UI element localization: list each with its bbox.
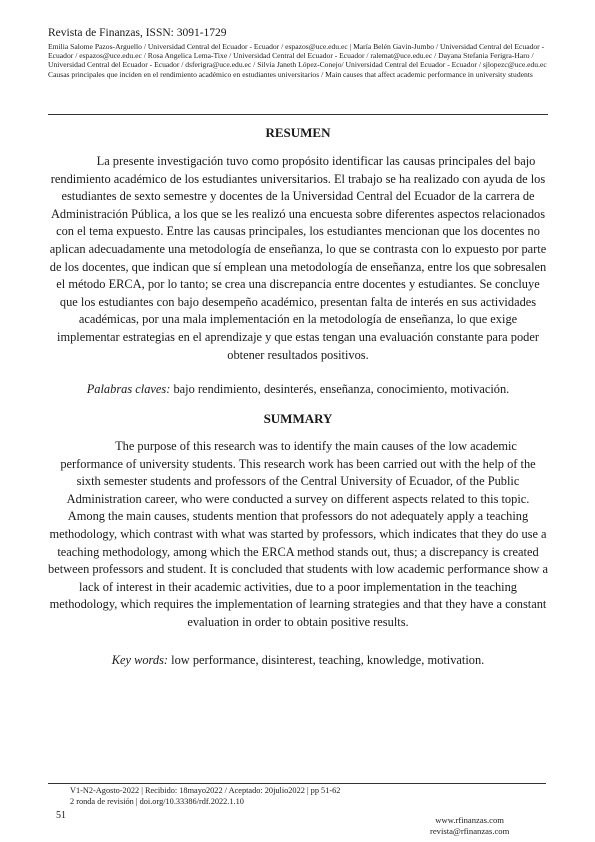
header-divider bbox=[48, 114, 548, 115]
resumen-abstract bbox=[48, 153, 548, 364]
summary-body: The purpose of this research was to identify the main causes of the low academic performance of university students. This research work has been carried out with the help of the sixth semester students and professors of the Central University of Ecuador, of the Public Administration career, who were conducted a survey on different aspects related to this topic. Among the main causes, students mention that professors do not adequately apply a teaching methodology, which contrast with what was started by professors, which indicates that they do use a teaching methodology, among which the ERCA method stands out, thus; a discrepancy is created between professors and student. It is concluded that students with low academic performance show a lack of interest in their academic activities, due to a poor implementation in the teaching methodology, which requires the implementation of learning strategies and that they have a constant evaluation in order to obtain positive results. bbox=[48, 439, 548, 629]
footer-divider bbox=[48, 783, 546, 784]
keywords-label-en: Key words: bbox=[111, 653, 169, 667]
footer-meta bbox=[70, 786, 340, 807]
summary-keywords bbox=[48, 652, 548, 669]
footer-contact bbox=[430, 815, 509, 837]
resumen-heading: RESUMEN bbox=[265, 125, 331, 140]
author-affiliations bbox=[48, 42, 548, 79]
keywords-en: low performance, disinterest, teaching, knowledge, motivation. bbox=[171, 653, 485, 667]
resumen-body: La presente investigación tuvo como propósito identificar las causas principales del bajo rendimiento académico de los estudiantes universitarios. El trabajo se ha realizado con ayuda de los estudiantes de sexto semestre y docentes de la Universidad Central del Ecuador de la carrera de Administración Pública, a los que se les realizó una encuesta sobre diferentes aspectos relacionados con el tema expuesto. Entre las causas principales, los estudiantes mencionan que los docentes no aplican adecuadamente una metodología de enseñanza, lo que se contrasta con lo expuesto por parte de los docentes, que indican que sí emplean una metodología de enseñanza, entre los que sobresalen el método ERCA, por lo tanto; se crea una discrepancia entre docentes y estudiantes. Se concluye que los estudiantes con bajo desempeño académico, presentan falta de interés en sus actividades académicas, por una mala implementación en la metodología de enseñanza, lo que exige implementar estrategias en el aprendizaje y que estas tengan una evaluación constante para poder obtener resultados positivos. bbox=[49, 154, 547, 362]
article-title: Causas principales que inciden en el rendimiento académico en estudiantes universitarios / Main causes that affect academic performance in university students bbox=[48, 69, 533, 79]
author-list: Emilia Salome Pazos-Arguello / Universidad Central del Ecuador - Ecuador / espazos@uce.edu.ec | María Belén Gavin-Jumbo / Universidad Central del Ecuador - Ecuador / espazos@uce.edu.ec / Rosa Angelica Lema-Tixe / Universidad Central del Ecuador - Ecuador / ralemat@uce.edu.ec / Dayana Stefania Ferigra-Haro / Universidad Central del Ecuador - Ecuador / dsferigra@uce.edu.ec / Silvia Janeth López-Conejo/ Universidad Central del Ecuador - Ecuador / sjlopezc@uce.edu.ec bbox=[48, 42, 547, 70]
email-link[interactable]: revista@rfinanzas.com bbox=[430, 826, 510, 836]
issue-dates: V1-N2-Agosto-2022 | Recibido: 18mayo2022 / Aceptado: 20julio2022 | pp 51-62 bbox=[70, 786, 341, 795]
summary-abstract bbox=[48, 438, 548, 632]
resumen-keywords bbox=[48, 381, 548, 398]
keywords-label-es: Palabras claves: bbox=[86, 382, 171, 396]
summary-heading: SUMMARY bbox=[263, 411, 333, 426]
website-link[interactable]: www.rfinanzas.com bbox=[435, 815, 504, 825]
review-doi: 2 ronda de revisión | doi.org/10.33386/rdf.2022.1.10 bbox=[70, 796, 244, 806]
page-number: 51 bbox=[56, 810, 66, 821]
keywords-es: bajo rendimiento, desinterés, enseñanza, conocimiento, motivación. bbox=[173, 382, 510, 396]
journal-title: Revista de Finanzas, ISSN: 3091-1729 bbox=[48, 27, 227, 39]
